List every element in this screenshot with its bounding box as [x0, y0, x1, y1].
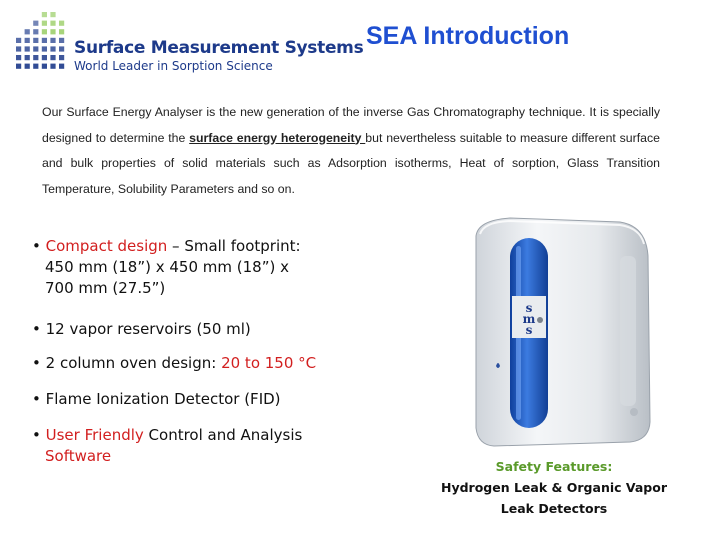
logo-dot	[16, 55, 21, 60]
logo-dot	[50, 29, 55, 34]
logo-dot	[50, 38, 55, 43]
feature-item-fid	[32, 389, 281, 410]
logo-tagline: World Leader in Sorption Science	[74, 59, 273, 73]
logo-dot	[59, 55, 64, 60]
safety-features-caption	[440, 456, 668, 519]
feature-item-compact-design	[32, 236, 301, 299]
slide-title: SEA Introduction	[366, 22, 570, 50]
logo-dot	[42, 38, 47, 43]
logo-dot	[33, 55, 38, 60]
bullet: •	[32, 354, 41, 372]
feature-text: 12 vapor reservoirs (50 ml)	[45, 320, 251, 338]
bullet: •	[32, 320, 41, 338]
logo-dot	[33, 21, 38, 26]
feature-text: 2 column oven design:	[45, 354, 222, 372]
feature-item-column-oven	[32, 353, 316, 374]
logo-dot	[16, 64, 21, 69]
feature-text-continued: 700 mm (27.5”)	[45, 279, 166, 297]
logo-dot	[50, 21, 55, 26]
logo-dot	[42, 46, 47, 51]
intro-text-end: but nevertheless suitable to measure different surface and bulk properties of solid materials such as Adsorption isotherms, Heat of sorption, Glass Transition Temperature, Solubility Parameters and so on.	[42, 130, 660, 196]
logo-dot	[42, 55, 47, 60]
logo-dot	[33, 46, 38, 51]
logo-dot	[59, 38, 64, 43]
feature-text: – Small footprint:	[167, 237, 301, 255]
logo-dot	[59, 46, 64, 51]
logo-dot	[25, 38, 30, 43]
logo-dot	[42, 12, 47, 17]
brand-mark-text: s	[525, 301, 533, 315]
logo-dot	[16, 46, 21, 51]
logo-dot	[50, 55, 55, 60]
bullet: •	[32, 426, 41, 444]
feature-item-user-friendly	[32, 425, 302, 467]
svg-text:m: m	[522, 312, 536, 326]
logo-dot	[33, 29, 38, 34]
logo-dot	[16, 38, 21, 43]
logo-company-name: Surface Measurement Systems	[74, 38, 364, 58]
logo-dot	[42, 29, 47, 34]
feature-text-continued: 450 mm (18”) x 450 mm (18”) x	[45, 258, 289, 276]
intro-paragraph	[42, 100, 660, 202]
logo-dot	[25, 46, 30, 51]
bullet: •	[32, 237, 41, 255]
logo-dot-grid-icon	[14, 10, 70, 72]
intro-highlight: surface energy heterogeneity	[189, 130, 366, 145]
feature-text: Flame Ionization Detector (FID)	[45, 390, 281, 408]
feature-text: Control and Analysis	[143, 426, 303, 444]
logo-dot	[42, 21, 47, 26]
indicator-light	[630, 408, 638, 416]
logo-dot	[59, 21, 64, 26]
svg-text:s: s	[525, 323, 533, 337]
intro-text-start: Our Surface Energy Analyser is the new generation of the inverse Gas Chromatography technique. It is specially designed to determine the	[42, 105, 660, 145]
logo-dot	[42, 64, 47, 69]
logo-dot	[25, 64, 30, 69]
logo-dot	[50, 12, 55, 17]
logo-dot	[50, 64, 55, 69]
company-logo	[14, 10, 364, 74]
feature-highlight: User Friendly	[45, 426, 144, 444]
logo-dot	[59, 64, 64, 69]
logo-dot	[50, 46, 55, 51]
logo-dot	[33, 64, 38, 69]
safety-heading: Safety Features:	[495, 459, 613, 474]
product-image	[470, 216, 652, 450]
feature-highlight: Compact design	[45, 237, 168, 255]
bullet: •	[32, 390, 41, 408]
logo-dot	[25, 29, 30, 34]
feature-text-continued: Software	[45, 447, 112, 465]
feature-highlight: 20 to 150 °C	[221, 354, 317, 372]
logo-dot	[33, 38, 38, 43]
safety-body: Hydrogen Leak & Organic Vapor Leak Detectors	[440, 480, 668, 516]
logo-dot	[59, 29, 64, 34]
logo-dot	[25, 55, 30, 60]
feature-item-vapor-reservoirs	[32, 319, 251, 340]
